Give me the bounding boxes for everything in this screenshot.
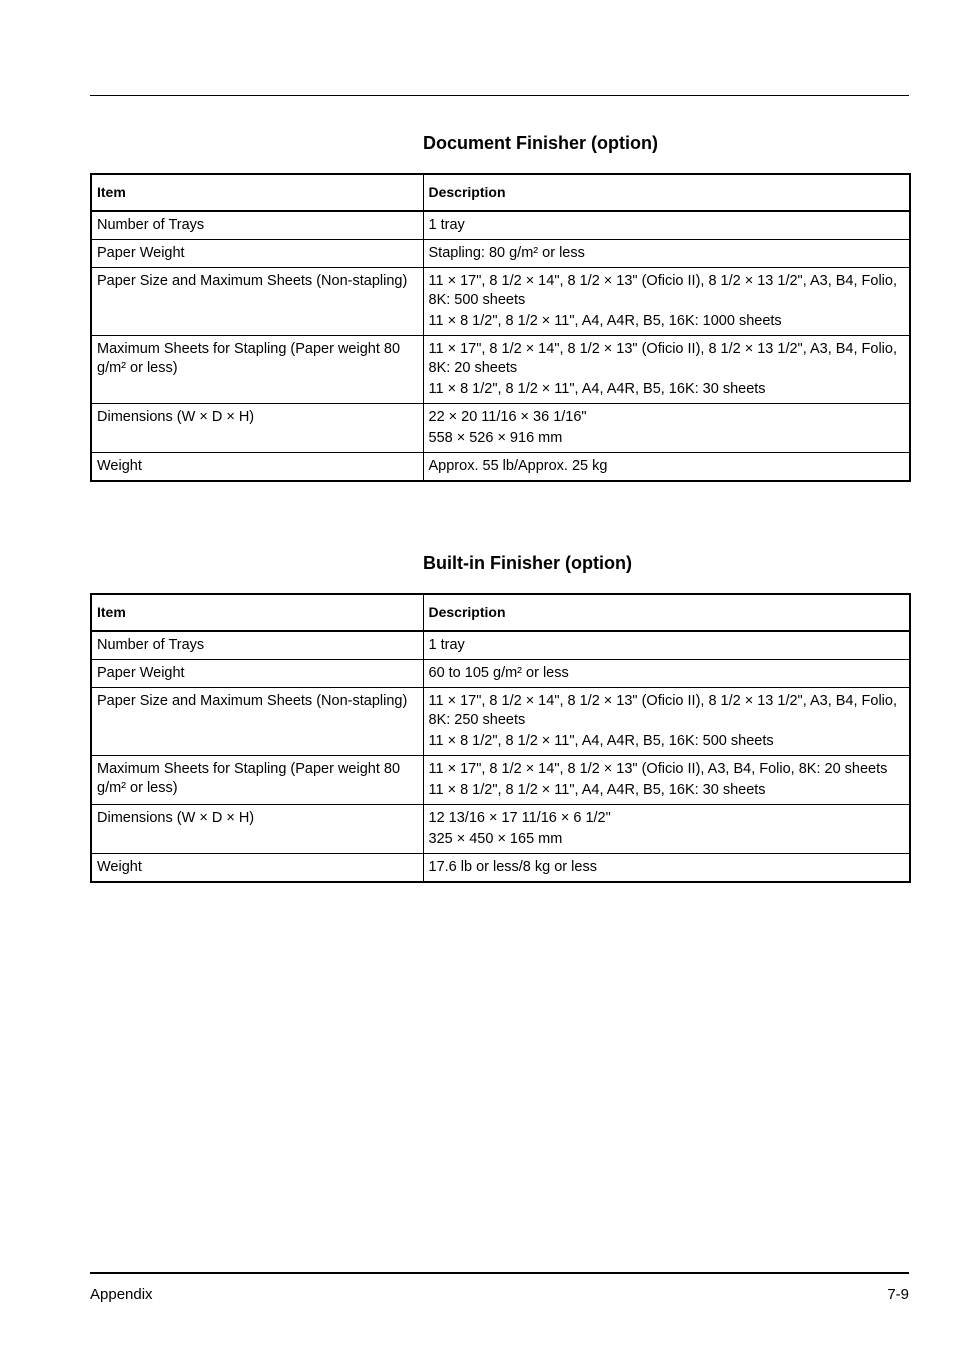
description-line: Stapling: 80 g/m² or less (428, 245, 585, 261)
builtin-finisher-title: Built-in Finisher (option) (423, 553, 632, 573)
column-header-description: Description (423, 594, 910, 631)
table-row (91, 268, 910, 336)
item-cell: Dimensions (W × D × H) (91, 404, 423, 453)
column-header-description: Description (423, 174, 910, 211)
footer-section-label: Appendix (90, 1286, 153, 1303)
table-row (91, 756, 910, 805)
table-row (91, 404, 910, 453)
description-cell (423, 805, 910, 854)
description-cell (423, 336, 910, 404)
description-cell (423, 688, 910, 756)
description-cell (423, 453, 910, 482)
table-row (91, 854, 910, 883)
table-row (91, 660, 910, 688)
table-row (91, 453, 910, 482)
table-row (91, 805, 910, 854)
table-header-row (91, 594, 910, 631)
description-line: 22 × 20 11/16 × 36 1/16" (428, 409, 587, 425)
description-line: 11 × 17", 8 1/2 × 14", 8 1/2 × 13" (Oficio II), 8 1/2 × 13 1/2", A3, B4, Folio, 8K: 20 sheets (428, 341, 897, 376)
description-line: 11 × 17", 8 1/2 × 14", 8 1/2 × 13" (Oficio II), A3, B4, Folio, 8K: 20 sheets (428, 761, 888, 777)
column-header-item: Item (91, 174, 423, 211)
item-cell: Maximum Sheets for Stapling (Paper weight 80 g/m² or less) (91, 336, 423, 404)
description-line: 12 13/16 × 17 11/16 × 6 1/2" (428, 810, 611, 826)
description-cell (423, 660, 910, 688)
footer-rule (90, 1272, 909, 1274)
description-line: 1 tray (428, 217, 465, 233)
item-cell: Paper Weight (91, 660, 423, 688)
item-cell: Weight (91, 453, 423, 482)
description-line: 1 tray (428, 637, 465, 653)
description-line: 325 × 450 × 165 mm (428, 831, 563, 847)
item-cell: Paper Weight (91, 240, 423, 268)
description-line: 17.6 lb or less/8 kg or less (428, 859, 597, 875)
table-row (91, 336, 910, 404)
column-header-item: Item (91, 594, 423, 631)
item-cell: Number of Trays (91, 211, 423, 240)
item-cell: Weight (91, 854, 423, 883)
description-cell (423, 631, 910, 660)
item-cell: Number of Trays (91, 631, 423, 660)
description-line: 11 × 8 1/2", 8 1/2 × 11", A4, A4R, B5, 16K: 500 sheets (428, 733, 774, 749)
description-cell (423, 756, 910, 805)
description-line: 11 × 17", 8 1/2 × 14", 8 1/2 × 13" (Oficio II), 8 1/2 × 13 1/2", A3, B4, Folio, 8K: 250 sheets (428, 693, 897, 728)
description-line: 60 to 105 g/m² or less (428, 665, 569, 681)
item-cell: Paper Size and Maximum Sheets (Non-stapling) (91, 688, 423, 756)
description-cell (423, 240, 910, 268)
builtin-finisher-table (90, 593, 911, 883)
table-row (91, 688, 910, 756)
description-cell (423, 404, 910, 453)
table-row (91, 631, 910, 660)
item-cell: Paper Size and Maximum Sheets (Non-stapling) (91, 268, 423, 336)
item-cell: Dimensions (W × D × H) (91, 805, 423, 854)
description-cell (423, 211, 910, 240)
description-cell (423, 854, 910, 883)
description-line: 558 × 526 × 916 mm (428, 430, 563, 446)
description-cell (423, 268, 910, 336)
table-row (91, 240, 910, 268)
description-line: 11 × 17", 8 1/2 × 14", 8 1/2 × 13" (Oficio II), 8 1/2 × 13 1/2", A3, B4, Folio, 8K: 500 sheets (428, 273, 897, 308)
description-line: 11 × 8 1/2", 8 1/2 × 11", A4, A4R, B5, 16K: 30 sheets (428, 381, 766, 397)
item-cell: Maximum Sheets for Stapling (Paper weight 80 g/m² or less) (91, 756, 423, 805)
table-header-row (91, 174, 910, 211)
description-line: 11 × 8 1/2", 8 1/2 × 11", A4, A4R, B5, 16K: 1000 sheets (428, 313, 782, 329)
page-number: 7-9 (887, 1286, 909, 1303)
header-rule (90, 95, 909, 96)
table-row (91, 211, 910, 240)
document-finisher-title: Document Finisher (option) (423, 133, 658, 153)
description-line: Approx. 55 lb/Approx. 25 kg (428, 458, 608, 474)
document-finisher-table (90, 173, 911, 482)
description-line: 11 × 8 1/2", 8 1/2 × 11", A4, A4R, B5, 16K: 30 sheets (428, 782, 766, 798)
